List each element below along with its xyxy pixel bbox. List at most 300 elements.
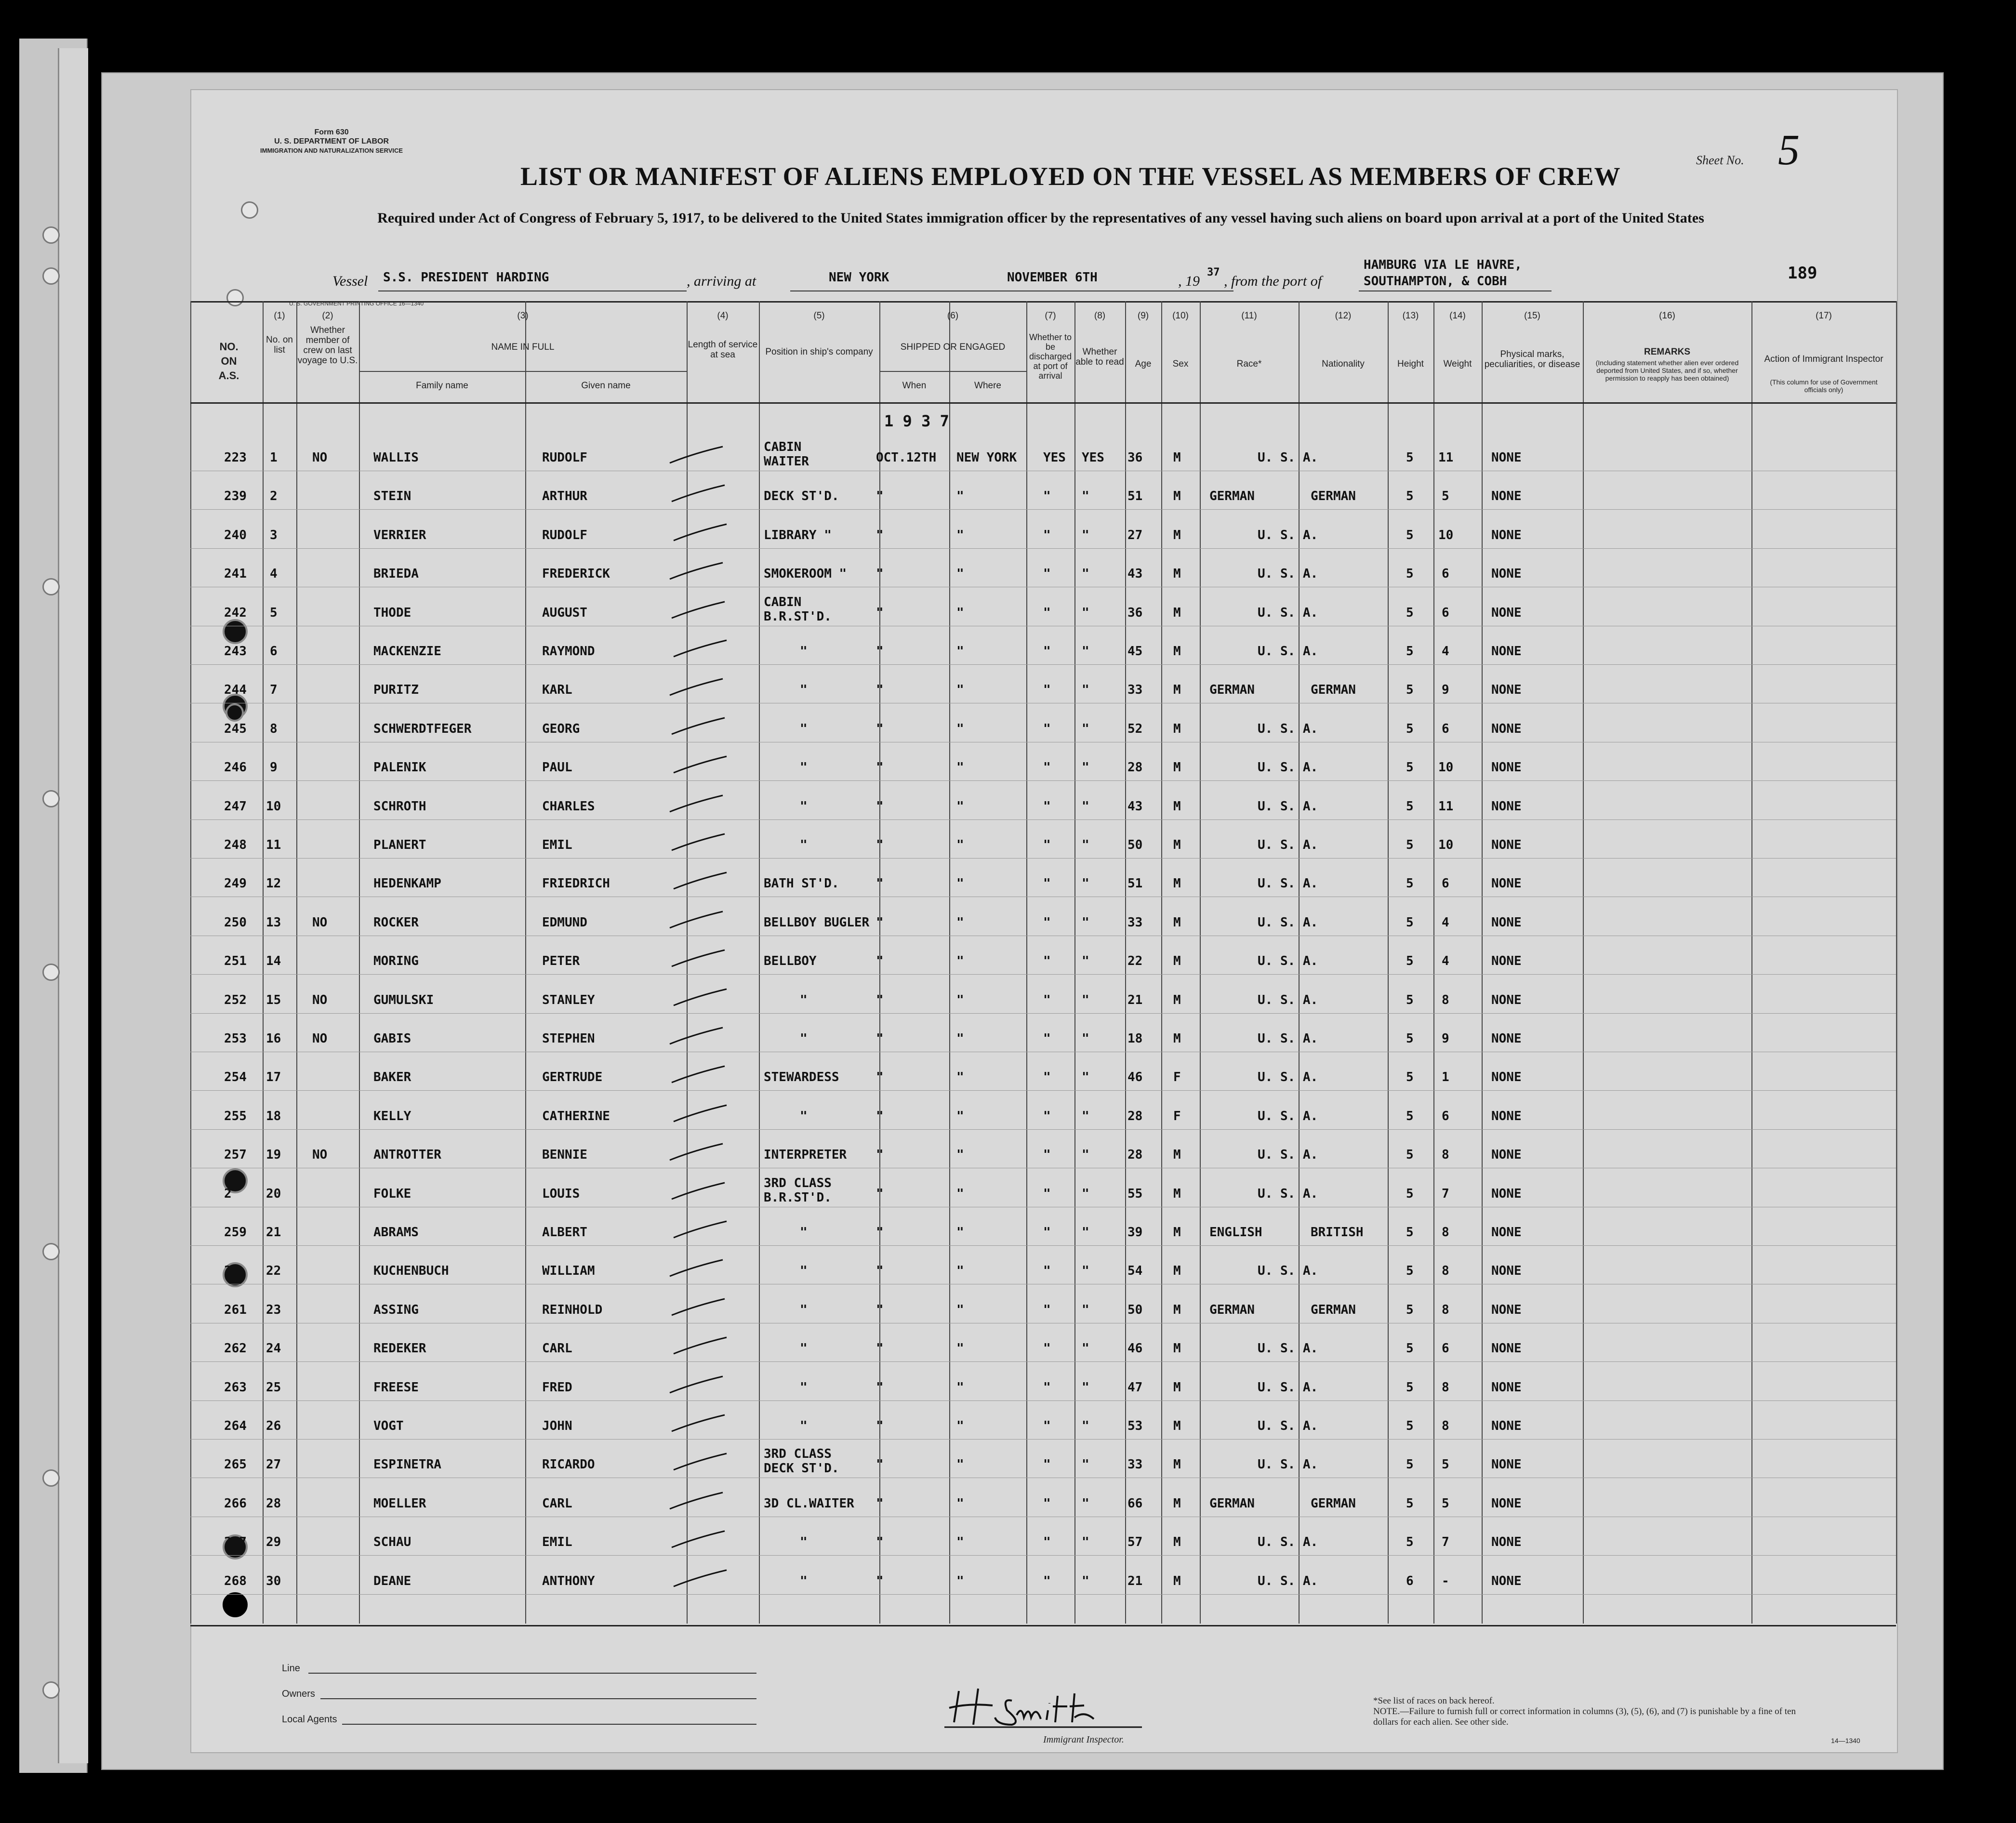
sex: M — [1173, 838, 1181, 852]
given-name: CARL — [542, 1496, 572, 1511]
sheet-number-label: Sheet No. — [1696, 153, 1744, 167]
given-name: PETER — [542, 954, 580, 969]
service-check-mark — [669, 1218, 731, 1242]
able-to-read: " — [1082, 1264, 1089, 1279]
row-rule — [190, 1555, 1896, 1556]
row-rule — [190, 1400, 1896, 1401]
nationality: U. S. A. — [1258, 644, 1318, 659]
line-label: Line — [282, 1663, 300, 1674]
able-to-read: " — [1082, 1109, 1089, 1123]
punch-hole — [42, 1681, 60, 1699]
position-in-company: " — [800, 644, 808, 659]
height: 5 — [1406, 1264, 1414, 1279]
service-check-mark — [665, 1141, 728, 1165]
weight: 6 — [1442, 721, 1449, 736]
col13-header: Height — [1397, 359, 1424, 369]
family-name: SCHAU — [373, 1535, 411, 1550]
nationality: U. S. A. — [1258, 1535, 1318, 1550]
age: 22 — [1127, 954, 1143, 969]
nationality: U. S. A. — [1258, 1380, 1318, 1395]
given-name: FREDERICK — [542, 567, 610, 581]
shipped-when: " — [876, 1109, 884, 1123]
position-in-company: " — [800, 1302, 808, 1317]
position-in-company: " — [800, 1225, 808, 1240]
given-name: PAUL — [542, 760, 572, 775]
discharged: " — [1043, 1341, 1051, 1356]
age: 66 — [1127, 1496, 1143, 1511]
given-name: JOHN — [542, 1419, 572, 1433]
col5-num: (5) — [813, 311, 825, 321]
position-in-company: " — [800, 721, 808, 736]
given-name: AUGUST — [542, 605, 587, 620]
height: 5 — [1406, 1380, 1414, 1395]
column-rule — [1074, 301, 1075, 1624]
race: ENGLISH — [1209, 1225, 1262, 1240]
discharged: " — [1043, 1573, 1051, 1588]
as-number: 253 — [224, 1031, 247, 1046]
able-to-read: " — [1082, 1496, 1089, 1511]
family-name: REDEKER — [373, 1341, 426, 1356]
discharged: " — [1043, 1031, 1051, 1046]
age: 55 — [1127, 1186, 1143, 1201]
height: 5 — [1406, 605, 1414, 620]
able-to-read: " — [1082, 760, 1089, 775]
shipped-when: OCT.12TH — [876, 450, 937, 465]
age: 39 — [1127, 1225, 1143, 1240]
shipped-where: " — [956, 954, 964, 969]
service-check-mark — [669, 1334, 731, 1359]
physical-marks: NONE — [1491, 1264, 1522, 1279]
race: GERMAN — [1209, 1496, 1255, 1511]
service-check-mark — [667, 599, 729, 623]
weight: 7 — [1442, 1186, 1449, 1201]
height: 5 — [1406, 1148, 1414, 1162]
sex: M — [1173, 644, 1181, 659]
family-name: PALENIK — [373, 760, 426, 775]
position-in-company: " — [800, 799, 808, 814]
position-in-company: B.R.ST'D. — [764, 609, 832, 624]
given-name: WILLIAM — [542, 1264, 595, 1279]
shipped-when: " — [876, 838, 884, 852]
height: 5 — [1406, 721, 1414, 736]
given-name: LOUIS — [542, 1186, 580, 1201]
discharged: " — [1043, 1535, 1051, 1550]
sex: M — [1173, 954, 1181, 969]
sex: M — [1173, 915, 1181, 930]
physical-marks: NONE — [1491, 876, 1522, 891]
as-number: 239 — [224, 489, 247, 504]
shipped-where: " — [956, 1419, 964, 1433]
position-in-company-line1: 3RD CLASS — [764, 1176, 832, 1190]
position-in-company: SMOKEROOM " — [764, 567, 847, 581]
col4-header: Length of service at sea — [688, 340, 758, 360]
sex: M — [1173, 721, 1181, 736]
age: 47 — [1127, 1380, 1143, 1395]
family-name: THODE — [373, 605, 411, 620]
col10-header: Sex — [1172, 359, 1189, 369]
sex: M — [1173, 1148, 1181, 1162]
discharged: " — [1043, 1070, 1051, 1085]
family-name: ABRAMS — [373, 1225, 419, 1240]
physical-marks: NONE — [1491, 838, 1522, 852]
service-check-mark — [665, 1374, 728, 1398]
height: 5 — [1406, 1302, 1414, 1317]
arrival-date: NOVEMBER 6TH — [1007, 270, 1098, 285]
discharged: " — [1043, 683, 1051, 698]
service-check-mark — [669, 1102, 731, 1126]
weight: 5 — [1442, 1457, 1449, 1472]
position-in-company: B.R.ST'D. — [764, 1190, 832, 1205]
position-in-company: STEWARDESS — [764, 1070, 839, 1085]
physical-marks: NONE — [1491, 1070, 1522, 1085]
shipped-where: " — [956, 1341, 964, 1356]
weight: 5 — [1442, 1496, 1449, 1511]
height: 5 — [1406, 915, 1414, 930]
sex: M — [1173, 1186, 1181, 1201]
list-number: 23 — [266, 1302, 281, 1317]
shipped-when: " — [876, 992, 884, 1007]
family-name: BAKER — [373, 1070, 411, 1085]
physical-marks: NONE — [1491, 1419, 1522, 1433]
physical-marks: NONE — [1491, 1496, 1522, 1511]
physical-marks: NONE — [1491, 644, 1522, 659]
nationality: U. S. A. — [1258, 450, 1318, 465]
nationality: U. S. A. — [1258, 605, 1318, 620]
height: 5 — [1406, 876, 1414, 891]
list-number: 2 — [270, 489, 278, 504]
shipped-when: " — [876, 721, 884, 736]
shipped-where: " — [956, 1070, 964, 1085]
given-name: ANTHONY — [542, 1573, 595, 1588]
position-in-company: " — [800, 838, 808, 852]
col16-note: (Including statement whether alien ever ordered deported from United States, and if so, whether permission to reapply has been obtained) — [1595, 359, 1739, 382]
weight: 6 — [1442, 567, 1449, 581]
col4-num: (4) — [717, 311, 729, 321]
list-number: 30 — [266, 1573, 281, 1588]
list-number: 14 — [266, 954, 281, 969]
discharged: YES — [1043, 450, 1066, 465]
list-number: 26 — [266, 1419, 281, 1433]
nationality: U. S. A. — [1258, 876, 1318, 891]
service-check-mark — [669, 1451, 731, 1475]
shipped-where: " — [956, 1264, 964, 1279]
service-check-mark — [665, 1490, 728, 1514]
year-suffix: 37 — [1207, 266, 1220, 278]
family-name: SCHWERDTFEGER — [373, 721, 472, 736]
as-number: 2 — [224, 1186, 232, 1201]
service-check-mark — [667, 1412, 729, 1436]
service-check-mark — [669, 986, 731, 1010]
age: 36 — [1127, 450, 1143, 465]
family-name: PURITZ — [373, 683, 419, 698]
age: 51 — [1127, 489, 1143, 504]
able-to-read: " — [1082, 799, 1089, 814]
col3-num: (3) — [517, 311, 529, 321]
age: 28 — [1127, 760, 1143, 775]
col8-header: Whether able to read — [1075, 347, 1124, 367]
given-name: EDMUND — [542, 915, 587, 930]
row-rule — [190, 664, 1896, 665]
col9-header: Age — [1135, 359, 1152, 369]
inspector-signature — [940, 1677, 1156, 1734]
service-check-mark — [667, 482, 729, 506]
as-number: 249 — [224, 876, 247, 891]
nationality: U. S. A. — [1258, 1264, 1318, 1279]
column-rule — [1482, 301, 1483, 1624]
family-name: VOGT — [373, 1419, 404, 1433]
column-rule — [949, 301, 950, 1624]
service-check-mark — [665, 444, 728, 468]
list-number: 18 — [266, 1109, 281, 1123]
col2-num: (2) — [322, 311, 333, 321]
given-name: STEPHEN — [542, 1031, 595, 1046]
as-number: 264 — [224, 1419, 247, 1433]
shipped-when: " — [876, 528, 884, 542]
given-name: ARTHUR — [542, 489, 587, 504]
weight: 8 — [1442, 1302, 1449, 1317]
col1-header: No. on list — [266, 335, 293, 355]
height: 5 — [1406, 760, 1414, 775]
family-name: MOELLER — [373, 1496, 426, 1511]
shipped-where: " — [956, 1535, 964, 1550]
nationality: U. S. A. — [1258, 1109, 1318, 1123]
family-name: VERRIER — [373, 528, 426, 542]
col5-header: Position in ship's company — [765, 347, 873, 357]
as-number: 267 — [224, 1535, 247, 1550]
weight: 8 — [1442, 992, 1449, 1007]
discharged: " — [1043, 915, 1051, 930]
list-number: 5 — [270, 605, 278, 620]
column-rule — [1161, 301, 1162, 1624]
sex: M — [1173, 1496, 1181, 1511]
position-in-company: " — [800, 992, 808, 1007]
shipped-where: " — [956, 1148, 964, 1162]
age: 50 — [1127, 1302, 1143, 1317]
position-in-company: BELLBOY BUGLER — [764, 915, 870, 930]
row-rule — [190, 858, 1896, 859]
row-rule — [190, 1090, 1896, 1091]
shipped-when: " — [876, 760, 884, 775]
weight: 8 — [1442, 1148, 1449, 1162]
sex: M — [1173, 1302, 1181, 1317]
weight: 8 — [1442, 1419, 1449, 1433]
family-name: SCHROTH — [373, 799, 426, 814]
column-rule — [190, 301, 191, 1624]
page-number: 189 — [1788, 264, 1817, 283]
service-check-mark — [669, 521, 731, 545]
physical-marks: NONE — [1491, 605, 1522, 620]
subheader-rule — [359, 371, 687, 372]
shipped-where: " — [956, 721, 964, 736]
given-name: CHARLES — [542, 799, 595, 814]
previous-voyage: NO — [312, 915, 328, 930]
age: 46 — [1127, 1070, 1143, 1085]
shipped-where: " — [956, 567, 964, 581]
nationality: U. S. A. — [1258, 1341, 1318, 1356]
local-agents-label: Local Agents — [282, 1714, 337, 1725]
col8-num: (8) — [1094, 311, 1106, 321]
able-to-read: " — [1082, 954, 1089, 969]
position-in-company-line1: 3RD CLASS — [764, 1447, 832, 1462]
discharged: " — [1043, 1225, 1051, 1240]
list-number: 24 — [266, 1341, 281, 1356]
discharged: " — [1043, 721, 1051, 736]
able-to-read: " — [1082, 1302, 1089, 1317]
position-in-company: " — [800, 683, 808, 698]
discharged: " — [1043, 838, 1051, 852]
list-number: 29 — [266, 1535, 281, 1550]
col16-header: REMARKS — [1644, 347, 1691, 357]
nationality: GERMAN — [1311, 1496, 1356, 1511]
sex: M — [1173, 992, 1181, 1007]
able-to-read: " — [1082, 1535, 1089, 1550]
able-to-read: " — [1082, 876, 1089, 891]
position-in-company: INTERPRETER — [764, 1148, 847, 1162]
column-rule — [759, 301, 760, 1624]
physical-marks: NONE — [1491, 683, 1522, 698]
weight: 10 — [1438, 760, 1454, 775]
shipped-where: " — [956, 838, 964, 852]
given-name: KARL — [542, 683, 572, 698]
nationality: U. S. A. — [1258, 1148, 1318, 1162]
punch-hole — [42, 1243, 60, 1260]
height: 5 — [1406, 567, 1414, 581]
sex: M — [1173, 1457, 1181, 1472]
family-name: MORING — [373, 954, 419, 969]
shipped-when: " — [876, 1535, 884, 1550]
given-name: GERTRUDE — [542, 1070, 603, 1085]
service-check-mark — [665, 676, 728, 700]
position-in-company: " — [800, 1380, 808, 1395]
from-port-2: SOUTHAMPTON, & COBH — [1364, 274, 1507, 289]
able-to-read: " — [1082, 567, 1089, 581]
weight: 10 — [1438, 838, 1454, 852]
discharged: " — [1043, 1186, 1051, 1201]
previous-voyage: NO — [312, 1148, 328, 1162]
shipped-where: " — [956, 528, 964, 542]
list-number: 19 — [266, 1148, 281, 1162]
family-name: BRIEDA — [373, 567, 419, 581]
family-name: KUCHENBUCH — [373, 1264, 449, 1279]
col7-num: (7) — [1045, 311, 1056, 321]
race: GERMAN — [1209, 683, 1255, 698]
age: 33 — [1127, 915, 1143, 930]
column-rule — [296, 301, 297, 1624]
list-number: 15 — [266, 992, 281, 1007]
discharged: " — [1043, 992, 1051, 1007]
able-to-read: " — [1082, 992, 1089, 1007]
height: 5 — [1406, 1225, 1414, 1240]
col6a-header: When — [902, 381, 927, 391]
given-name: RAYMOND — [542, 644, 595, 659]
given-name: STANLEY — [542, 992, 595, 1007]
row-rule — [190, 819, 1896, 820]
service-name: IMMIGRATION AND NATURALIZATION SERVICE — [260, 147, 403, 154]
col10-num: (10) — [1172, 311, 1189, 321]
height: 5 — [1406, 683, 1414, 698]
physical-marks: NONE — [1491, 489, 1522, 504]
row-rule — [190, 1129, 1896, 1130]
sex: M — [1173, 1419, 1181, 1433]
sex: M — [1173, 799, 1181, 814]
column-rule — [1125, 301, 1126, 1624]
column-rule — [1026, 301, 1027, 1624]
vessel-line — [260, 258, 1836, 296]
family-name: ROCKER — [373, 915, 419, 930]
discharged: " — [1043, 1302, 1051, 1317]
height: 5 — [1406, 1109, 1414, 1123]
nationality: U. S. A. — [1258, 838, 1318, 852]
given-name: BENNIE — [542, 1148, 587, 1162]
physical-marks: NONE — [1491, 1186, 1522, 1201]
as-number: 242 — [224, 605, 247, 620]
shipped-where: " — [956, 1380, 964, 1395]
position-in-company: " — [800, 1419, 808, 1433]
shipped-when: " — [876, 876, 884, 891]
list-number: 25 — [266, 1380, 281, 1395]
discharged: " — [1043, 1264, 1051, 1279]
able-to-read: " — [1082, 1419, 1089, 1433]
age: 53 — [1127, 1419, 1143, 1433]
page-title: LIST OR MANIFEST OF ALIENS EMPLOYED ON THE VESSEL AS MEMBERS OF CREW — [520, 162, 1621, 191]
list-number: 1 — [270, 450, 278, 465]
nationality: GERMAN — [1311, 1302, 1356, 1317]
able-to-read: YES — [1082, 450, 1104, 465]
physical-marks: NONE — [1491, 1109, 1522, 1123]
able-to-read: " — [1082, 644, 1089, 659]
weight: 9 — [1442, 683, 1449, 698]
discharged: " — [1043, 1496, 1051, 1511]
service-check-mark — [665, 1257, 728, 1281]
position-in-company: " — [800, 1109, 808, 1123]
list-number: 11 — [266, 838, 281, 852]
weight: 4 — [1442, 644, 1449, 659]
sex: M — [1173, 876, 1181, 891]
physical-marks: NONE — [1491, 760, 1522, 775]
service-check-mark — [667, 831, 729, 855]
form-identifier — [260, 128, 403, 155]
shipped-when: " — [876, 915, 884, 930]
col6-header: SHIPPED OR ENGAGED — [900, 342, 1006, 352]
list-number: 9 — [270, 760, 278, 775]
shipped-when: " — [876, 489, 884, 504]
discharged: " — [1043, 605, 1051, 620]
from-port-1: HAMBURG VIA LE HAVRE, — [1364, 258, 1522, 272]
physical-marks: NONE — [1491, 1573, 1522, 1588]
row-rule — [190, 780, 1896, 781]
list-number: 8 — [270, 721, 278, 736]
sex: M — [1173, 450, 1181, 465]
sheet-number: 5 — [1778, 126, 1800, 174]
nationality: U. S. A. — [1258, 954, 1318, 969]
shipped-where: NEW YORK — [956, 450, 1017, 465]
races-note: *See list of races on back hereof. — [1373, 1696, 1495, 1706]
shipped-where: " — [956, 1109, 964, 1123]
discharged: " — [1043, 528, 1051, 542]
as-number: 255 — [224, 1109, 247, 1123]
col7-header: Whether to be discharged at port of arrival — [1029, 332, 1072, 381]
height: 5 — [1406, 450, 1414, 465]
service-check-mark — [667, 1180, 729, 1204]
shipped-where: " — [956, 683, 964, 698]
family-name: GUMULSKI — [373, 992, 434, 1007]
shipped-where: " — [956, 992, 964, 1007]
weight: 9 — [1442, 1031, 1449, 1046]
weight: 6 — [1442, 876, 1449, 891]
position-in-company: BELLBOY — [764, 954, 817, 969]
previous-voyage: NO — [312, 992, 328, 1007]
able-to-read: " — [1082, 1341, 1089, 1356]
